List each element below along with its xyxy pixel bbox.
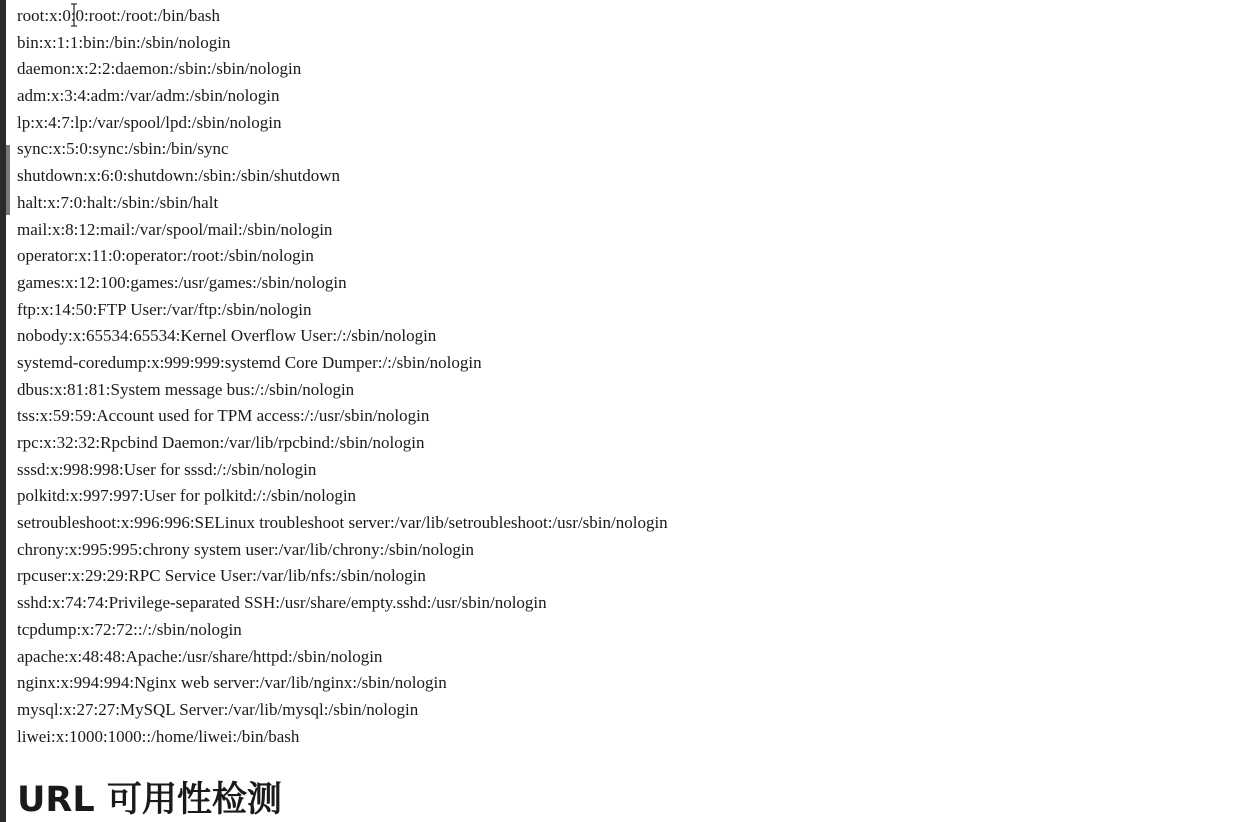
window-left-edge [0,0,6,822]
passwd-line: games:x:12:100:games:/usr/games:/sbin/nologin [17,272,347,292]
passwd-line: shutdown:x:6:0:shutdown:/sbin:/sbin/shutdown [17,166,341,186]
passwd-output [17,3,1225,750]
passwd-line: rpc:x:32:32:Rpcbind Daemon:/var/lib/rpcbind:/sbin/nologin [17,433,425,452]
passwd-line: mail:x:8:12:mail:/var/spool/mail:/sbin/nologin [17,219,333,239]
passwd-line: sssd:x:998:998:User for sssd:/:/sbin/nologin [17,459,317,479]
passwd-line: daemon:x:2:2:daemon:/sbin:/sbin/nologin [17,59,302,79]
passwd-line: apache:x:48:48:Apache:/usr/share/httpd:/sbin/nologin [17,646,383,666]
passwd-line: tss:x:59:59:Account used for TPM access:/:/usr/sbin/nologin [17,406,430,426]
passwd-line: rpcuser:x:29:29:RPC Service User:/var/lib/nfs:/sbin/nologin [17,566,426,586]
passwd-line: liwei:x:1000:1000::/home/liwei:/bin/bash [17,726,300,746]
passwd-line: nginx:x:994:994:Nginx web server:/var/lib/nginx:/sbin/nologin [17,673,447,693]
passwd-line: mysql:x:27:27:MySQL Server:/var/lib/mysql:/sbin/nologin [17,699,419,719]
passwd-line: dbus:x:81:81:System message bus:/:/sbin/nologin [17,379,355,399]
scroll-indicator[interactable] [6,145,10,215]
section-title-url-check: URL 可用性检测 [17,780,282,820]
passwd-line: lp:x:4:7:lp:/var/spool/lpd:/sbin/nologin [17,112,282,132]
passwd-line: bin:x:1:1:bin:/bin:/sbin/nologin [17,32,231,52]
passwd-line: chrony:x:995:995:chrony system user:/var/lib/chrony:/sbin/nologin [17,539,475,559]
passwd-line: ftp:x:14:50:FTP User:/var/ftp:/sbin/nologin [17,299,312,319]
passwd-line: sync:x:5:0:sync:/sbin:/bin/sync [17,139,229,159]
page-content [17,3,1225,750]
passwd-line: halt:x:7:0:halt:/sbin:/sbin/halt [17,192,219,212]
passwd-line: root:x:0:0:root:/root:/bin/bash [17,6,221,25]
passwd-line: nobody:x:65534:65534:Kernel Overflow User:/:/sbin/nologin [17,326,437,346]
passwd-line: adm:x:3:4:adm:/var/adm:/sbin/nologin [17,86,280,106]
text-cursor-icon [69,2,79,28]
passwd-line: sshd:x:74:74:Privilege-separated SSH:/usr/share/empty.sshd:/usr/sbin/nologin [17,593,547,613]
passwd-line: operator:x:11:0:operator:/root:/sbin/nologin [17,246,314,266]
passwd-line: systemd-coredump:x:999:999:systemd Core Dumper:/:/sbin/nologin [17,352,482,372]
passwd-line: setroubleshoot:x:996:996:SELinux troubleshoot server:/var/lib/setroubleshoot:/usr/sbin/nologin [17,513,668,533]
passwd-line: tcpdump:x:72:72::/:/sbin/nologin [17,619,242,639]
passwd-line: polkitd:x:997:997:User for polkitd:/:/sbin/nologin [17,486,357,506]
